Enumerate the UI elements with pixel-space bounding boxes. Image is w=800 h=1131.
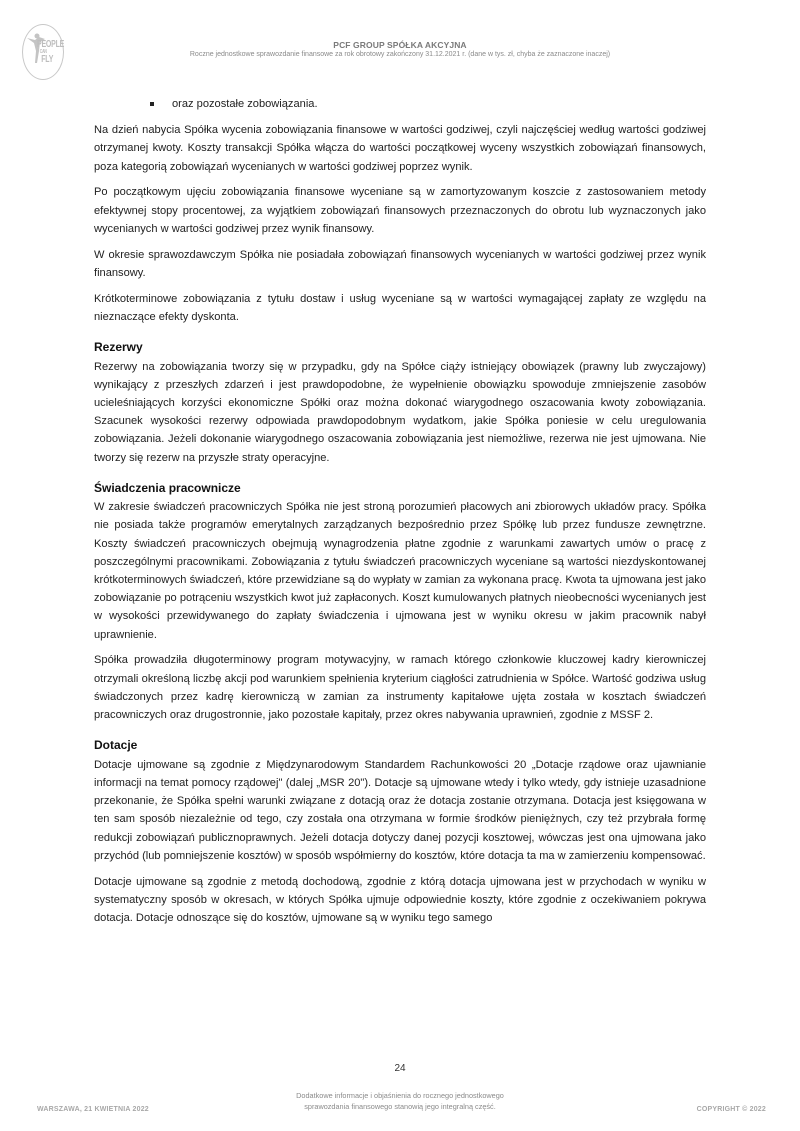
page-number: 24 [394, 1063, 406, 1074]
document-body [94, 95, 706, 935]
paragraph: Rezerwy na zobowiązania tworzy się w przypadku, gdy na Spółce ciąży istniejący obowiązek (prawny lub zwyczajowy) wynikający z przeszłych zdarzeń i jest prawdopodobne, że wypełnienie obowiązku spowoduje zmniejszenie zasobów ucieleśniających korzyści ekonomiczne Spółki oraz można dokonać wiarygodnego oszacowania kwoty zobowiązania. Szacunek wysokości rezerwy odpowiada prawdopodobnym wydatkom, jakie Spółka poniesie w celu uregulowania zobowiązania. Jeżeli dokonanie wiarygodnego oszacowania zobowiązania jest niemożliwe, rezerwa nie jest ujmowana. Nie tworzy się rezerw na przyszłe straty operacyjne. [94, 360, 706, 464]
footer-place-date: WARSZAWA, 21 KWIETNIA 2022 [37, 1106, 149, 1113]
footer-note: Dodatkowe informacje i objaśnienia do rocznego jednostkowego sprawozdania finansowego stanowią jego integralną część. [296, 1091, 504, 1111]
bullet-square-icon [150, 102, 154, 106]
paragraph: Spółka prowadziła długoterminowy program motywacyjny, w ramach którego członkowie kluczowej kadry kierowniczej otrzymali określoną liczbę akcji pod warunkiem spełnienia kryterium ciągłości zatrudnienia w Spółce. Wartość godziwa usług świadczonych przez kadrę kierowniczą w zamian za instrumenty kapitałowe ujęta została w kosztach świadczeń pracowniczych oraz drugostronnie, jako pozostałe kapitały, przez okres nabywania uprawnień, zgodnie z MSSF 2. [94, 654, 706, 722]
section-heading-dotacje: Dotacje [94, 738, 138, 753]
paragraph: Dotacje ujmowane są zgodnie z Międzynarodowym Standardem Rachunkowości 20 „Dotacje rządowe oraz ujawnianie informacji na temat pomocy rządowej" (dalej „MSR 20"). Dotacje są ujmowane wtedy i tylko wtedy, gdy istnieje uzasadnione przekonanie, że Spółka spełni warunki związane z dotacją oraz że dotacja zostanie otrzymana. Dotacja jest księgowana w ten sam sposób niezależnie od tego, czy została ona otrzymana w formie środków pieniężnych, czy też przybrała formę redukcji zobowiązań publicznoprawnych. Jeżeli dotacja dotyczy danej pozycji kosztowej, wówczas jest ona ujmowana jako przychód (lub pomniejszenie kosztów) w sposób współmierny do kosztów, które dotacja ta ma w zamierzeniu kompensować. [94, 758, 706, 862]
paragraph: W okresie sprawozdawczym Spółka nie posiadała zobowiązań finansowych wycenianych w wartości godziwej przez wynik finansowy. [94, 248, 706, 279]
section-heading-swiadczenia: Świadczenia pracownicze [94, 480, 241, 495]
paragraph: Dotacje ujmowane są zgodnie z metodą dochodową, zgodnie z którą dotacja ujmowana jest w przychodach w wyniku w systematyczny sposób w okresach, w których Spółka ujmuje odpowiednie koszty, które zgodnie z oczekiwaniem pokrywa dotacja. Dotacje odnoszące się do kosztów, ujmowane są w wyniku tego samego [94, 875, 706, 924]
paragraph: Po początkowym ujęciu zobowiązania finansowe wyceniane są w zamortyzowanym koszcie z zastosowaniem metody efektywnej stopy procentowej, za wyjątkiem zobowiązań finansowych przeznaczonych do obrotu lub wyznaczonych jako wycenianych w wartości godziwej przez wynik finansowy. [94, 186, 706, 235]
company-name: PCF GROUP SPÓŁKA AKCYJNA [333, 40, 467, 50]
report-subtitle: Roczne jednostkowe sprawozdanie finansowe za rok obrotowy zakończony 31.12.2021 r. (dane w tys. zł, chyba że zaznaczone inaczej) [189, 51, 611, 58]
paragraph: Krótkoterminowe zobowiązania z tytułu dostaw i usług wyceniane są w wartości wymagającej zapłaty ze względu na nieznaczące efekty dyskonta. [94, 292, 706, 323]
paragraph: W zakresie świadczeń pracowniczych Spółka nie jest stroną porozumień płacowych ani zbiorowych układów pracy. Spółka nie posiada także programów emerytalnych zarządzanych bezpośrednio przez Spółkę lub przez fundusze zewnętrzne. Koszty świadczeń pracowniczych obejmują wynagrodzenia płatne zgodnie z warunkami zawartych umów o pracę z poszczególnymi pracownikami. Zobowiązania z tytułu świadczeń pracowniczych wyceniane są wartości niezdyskontowanej krótkoterminowych świadczeń, które przewidziane są do wypłaty w zamian za wykonana pracę. Kwota ta ujmowana jest jako zobowiązanie po potrąceniu wszystkich kwot już zapłaconych. Koszt kumulowanych płatnych nieobecności wycenianych jest w wysokości przewidywanego do zapłaty świadczenia i ujmowana jest w wyniku okresu w jakim pracownik nabył uprawnienie. [94, 501, 706, 641]
page-header [0, 0, 800, 90]
section-heading-rezerwy: Rezerwy [94, 340, 143, 355]
footer-copyright: COPYRIGHT © 2022 [696, 1106, 766, 1113]
paragraph: Na dzień nabycia Spółka wycenia zobowiązania finansowe w wartości godziwej, czyli najczęściej według wartości godziwej otrzymanej kwoty. Koszty transakcji Spółka włącza do wartości początkowej wyceny wszystkich zobowiązań finansowych, poza kategorią zobowiązań wycenianych w wartości godziwej poprzez wynik. [94, 124, 706, 173]
bullet-list-item: oraz pozostałe zobowiązania. [94, 95, 706, 113]
logo-text: PEOPLE CAN FLY [37, 39, 65, 65]
